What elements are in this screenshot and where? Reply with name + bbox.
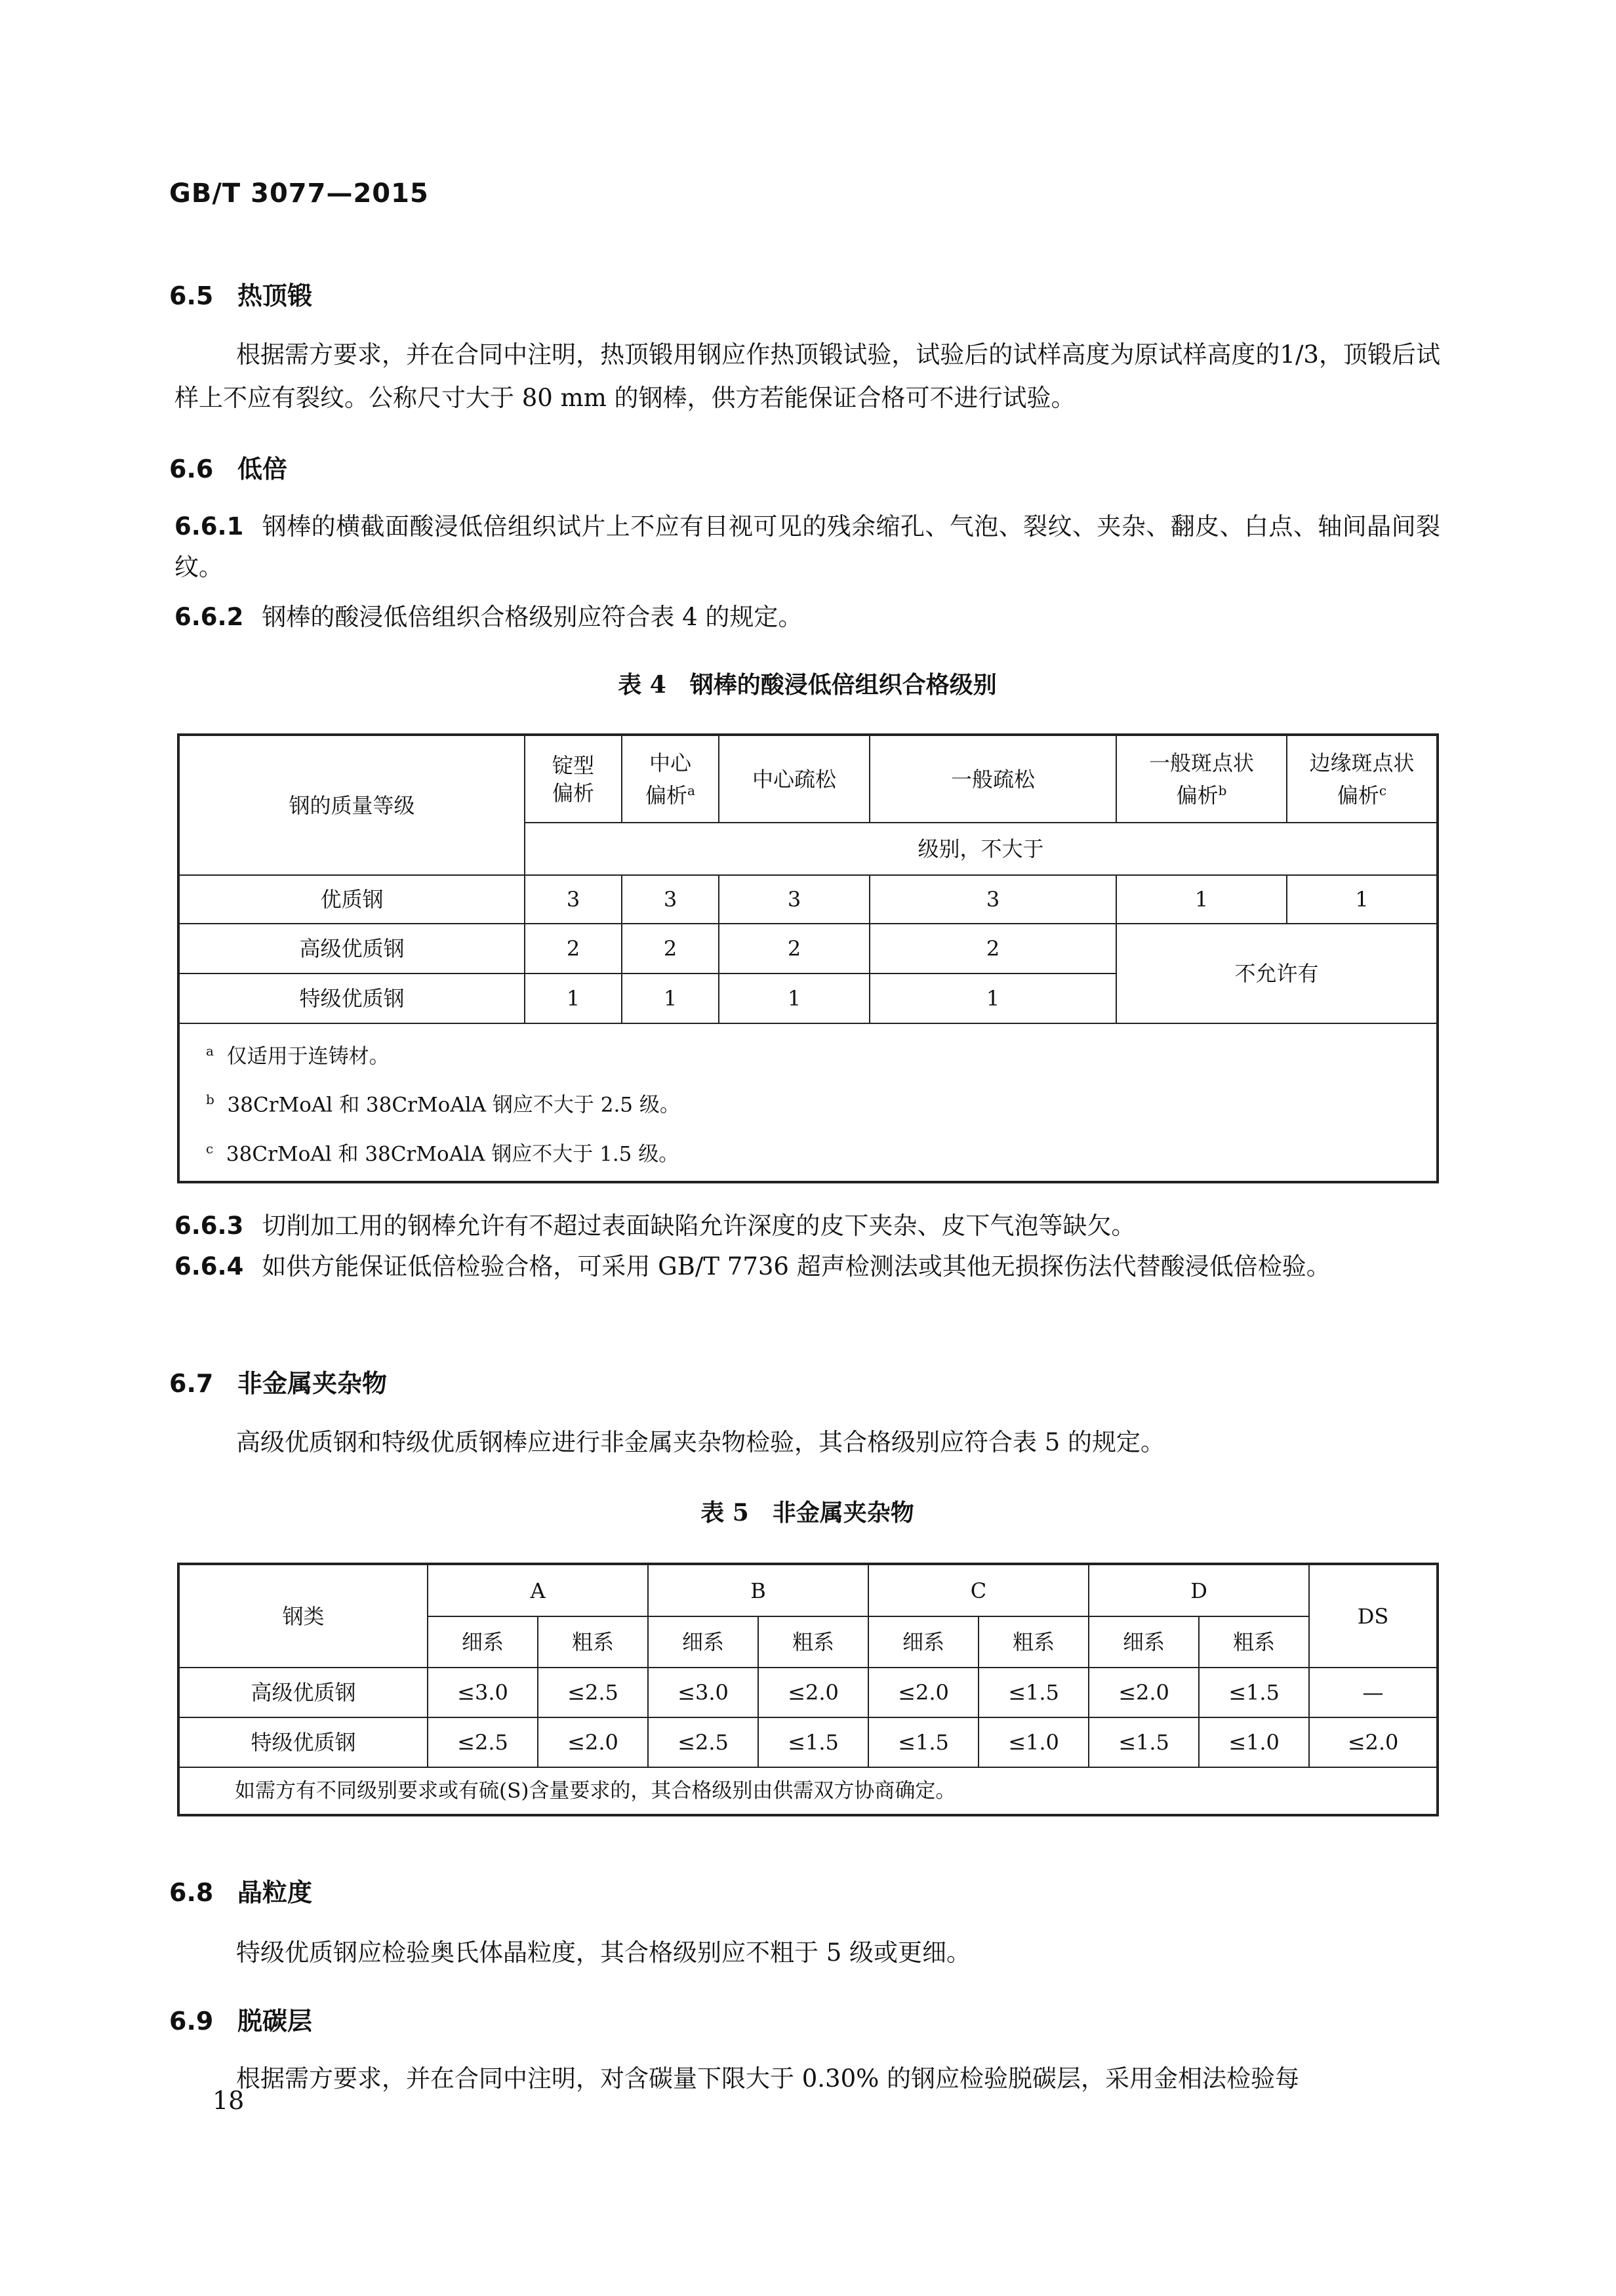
t4-header-col: 边缘斑点状 偏析$^c$	[1287, 735, 1438, 823]
table-row: 特级优质钢 1 1 1 1	[178, 974, 1438, 1023]
table-4-caption: 表 4 钢棒的酸浸低倍组织合格级别	[618, 671, 997, 699]
t5-group-d: D	[1089, 1564, 1309, 1616]
t4-header-col: 中心疏松	[719, 735, 870, 823]
section-heading-6-8: 6.8 晶粒度	[169, 1877, 313, 1907]
t4-header-grade: 钢的质量等级	[178, 735, 525, 875]
table-5: 钢类 A B C D DS 细系 粗系 细系 粗系 细系 粗系 细系 粗系 高级优质钢 ≤3.0 ≤2.5 ≤3.0 ≤2.0 ≤2.0 ≤1.5 ≤2.0 ≤1.5 — 特级优质钢 ≤2.5 ≤2.0 ≤2.5 ≤1.5 ≤1.5 ≤1.0 ≤1.5 ≤1.0 ≤2.0 如需方有不同级别要求或有硫(S)含量要求的，其合格级别由供需双方协商确定。	[177, 1563, 1439, 1816]
table-4	[177, 733, 1439, 1183]
t5-group-b: B	[648, 1564, 868, 1616]
table-row: 高级优质钢 ≤3.0 ≤2.5 ≤3.0 ≤2.0 ≤2.0 ≤1.5 ≤2.0 ≤1.5 —	[178, 1668, 1438, 1717]
t5-header-class: 钢类	[178, 1564, 428, 1668]
t5-group-c: C	[868, 1564, 1089, 1616]
section-heading-6-6: 6.6 低倍	[169, 454, 288, 483]
standard-number: GB/T 3077—2015	[169, 178, 429, 209]
section-heading-6-5: 6.5 热顶锻	[169, 281, 313, 310]
page-number: 18	[212, 2086, 245, 2115]
clause-6-6-2: 6.6.2 钢棒的酸浸低倍组织合格级别应符合表 4 的规定。	[174, 603, 803, 631]
section-heading-6-7: 6.7 非金属夹杂物	[169, 1368, 388, 1398]
paragraph-6-8: 特级优质钢应检验奥氏体晶粒度，其合格级别应不粗于 5 级或更细。	[236, 1938, 971, 1967]
t4-note: $^b$ 38CrMoAl 和 38CrMoAlA 钢应不大于 2.5 级。	[206, 1092, 680, 1117]
section-heading-6-9: 6.9 脱碳层	[169, 2006, 313, 2036]
t4-merged-cell: 不允许有	[1116, 924, 1438, 1023]
paragraph-6-9: 根据需方要求，并在合同中注明，对含碳量下限大于 0.30% 的钢应检验脱碳层，采用金相法检验每	[236, 2064, 1300, 2093]
t4-notes	[178, 1023, 1438, 1182]
clause-6-6-4: 6.6.4 如供方能保证低倍检验合格，可采用 GB/T 7736 超声检测法或其他无损探伤法代替酸浸低倍检验。	[174, 1252, 1331, 1281]
t4-subheader: 级别，不大于	[525, 823, 1438, 875]
t4-header-col: 一般疏松	[870, 735, 1116, 823]
paragraph-6-5: 根据需方要求，并在合同中注明，热顶锻用钢应作热顶锻试验，试验后的试样高度为原试样高度的1/3，顶锻后试样上不应有裂纹。公称尺寸大于 80 mm 的钢棒，供方若能保证合格可不进行试验。	[174, 340, 1440, 412]
t4-header-col: 一般斑点状 偏析$^b$	[1116, 735, 1287, 823]
t4-note: $^a$ 仅适用于连铸材。	[206, 1043, 390, 1069]
table-row: 优质钢 3 3 3 3 1 1	[178, 875, 1438, 924]
paragraph-6-7: 高级优质钢和特级优质钢棒应进行非金属夹杂物检验，其合格级别应符合表 5 的规定。	[236, 1428, 1165, 1456]
t5-group-a: A	[428, 1564, 648, 1616]
t4-header-col: 锭型 偏析	[525, 735, 622, 823]
clause-6-6-1: 6.6.1 钢棒的横截面酸浸低倍组织试片上不应有目视可见的残余缩孔、气泡、裂纹、夹杂、翻皮、白点、轴间晶间裂纹。	[174, 512, 1440, 581]
t5-note: 如需方有不同级别要求或有硫(S)含量要求的，其合格级别由供需双方协商确定。	[178, 1767, 1438, 1815]
t4-note: $^c$ 38CrMoAl 和 38CrMoAlA 钢应不大于 1.5 级。	[206, 1140, 679, 1166]
t4-header-col: 中心 偏析$^a$	[622, 735, 719, 823]
table-5-caption: 表 5 非金属夹杂物	[700, 1499, 914, 1527]
table-row: 高级优质钢 2 2 2 2 不允许有	[178, 924, 1438, 974]
clause-6-6-3: 6.6.3 切削加工用的钢棒允许有不超过表面缺陷允许深度的皮下夹杂、皮下气泡等缺欠。	[174, 1212, 1136, 1240]
t5-header-ds: DS	[1309, 1564, 1438, 1668]
table-row: 特级优质钢 ≤2.5 ≤2.0 ≤2.5 ≤1.5 ≤1.5 ≤1.0 ≤1.5 ≤1.0 ≤2.0	[178, 1717, 1438, 1767]
